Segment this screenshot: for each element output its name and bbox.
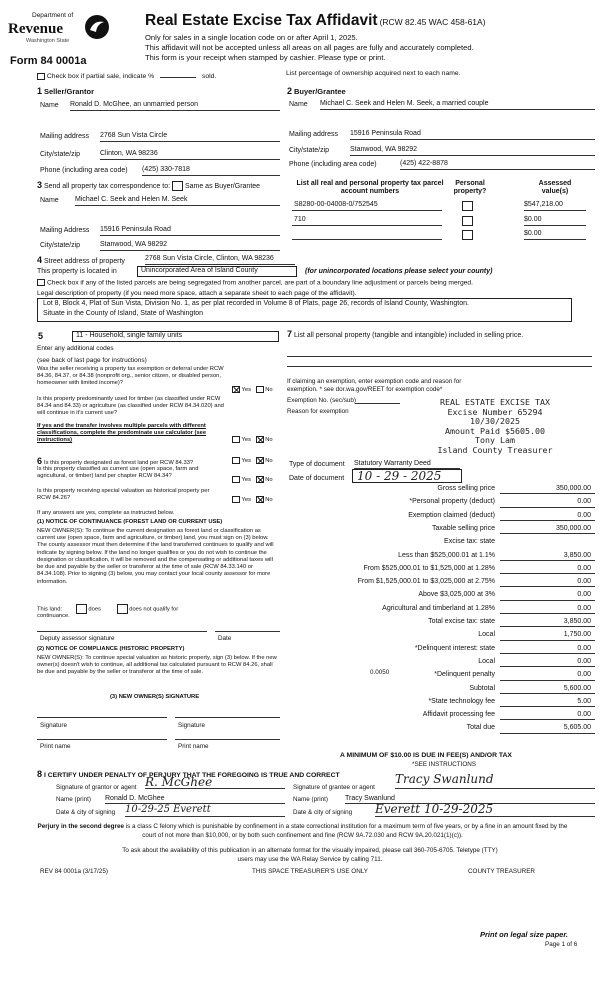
notice2-title: (2) NOTICE OF COMPLIANCE (HISTORIC PROPERTY) xyxy=(37,646,185,652)
partial-sale-checkbox[interactable] xyxy=(37,73,45,80)
same-as-buyer-label: Same as Buyer/Grantee xyxy=(184,183,261,190)
grantor-signature[interactable]: R. McGhee xyxy=(145,775,285,789)
yes-label: Yes xyxy=(241,497,251,504)
grantor-date-label: Date & city of signing xyxy=(56,809,116,816)
tax-row-value[interactable]: 0.00 xyxy=(500,512,595,521)
owner-print-name-field[interactable] xyxy=(37,736,167,740)
additional-codes-label: Enter any additional codes xyxy=(37,345,114,352)
q2-no-checkbox[interactable] xyxy=(256,436,264,443)
notice2-body: NEW OWNER(S): To continue special valuation as historic property, sign (3) below. If the new owner(s) doesn't wish to continue, all additional tax calculated pursuant to RCW 84.26, shall be due and payable by the seller or transferor at the time of sale. xyxy=(37,655,277,676)
parcels-col3-header: Assessed value(s) xyxy=(538,180,572,196)
section7-num: 7 xyxy=(287,329,293,339)
tax-row xyxy=(285,525,595,535)
stamp-line3: 10/30/2025 xyxy=(470,416,520,427)
located-note: (for unincorporated locations please select your county) xyxy=(305,268,493,275)
legal-line1: Lot 8, Block 4, Plat of Sun Vista, Division No. 1, as per plat recorded in Volume 8 of Plats, page 26, records of Island County, Washington. xyxy=(43,300,469,307)
tax-row-label: *Personal property (deduct) xyxy=(409,498,495,506)
parcels-col2-header: Personal property? xyxy=(453,180,487,196)
personal-property-line[interactable] xyxy=(287,363,592,367)
legal-label: Legal description of property (if you need more space, attach a separate sheet to each page of the affidavit). xyxy=(37,290,357,297)
no-label: No xyxy=(265,437,273,444)
seller-num: 1 xyxy=(37,86,43,96)
tax-row-value[interactable]: 5,605.00 xyxy=(500,724,595,733)
tax-row-label: From $1,525,000.01 to $3,025,000 at 2.75% xyxy=(357,578,495,586)
seller-phone-label: Phone (including area code) xyxy=(40,167,128,174)
tax-row-value[interactable]: 0.00 xyxy=(500,578,595,587)
tax-row-value[interactable]: 5,600.00 xyxy=(500,685,595,694)
tax-row xyxy=(285,724,595,734)
section6-q2: Is this property classified as current use (open space, farm and agricultural, or timber) land per chapter RCW 84.34? xyxy=(37,466,199,480)
tax-row-label: Total excise tax: state xyxy=(428,618,495,625)
stamp-line1: REAL ESTATE EXCISE TAX xyxy=(440,397,550,407)
tax-row xyxy=(285,631,595,641)
q-timber: Is this property predominantly used for timber (as classified under RCW 84.34 and 84.33) or agriculture (as classified under RCW 84.34.020) and will continue in it's current use? xyxy=(37,396,224,417)
yes-label: Yes xyxy=(241,458,251,465)
tax-row-label: Agricultural and timberland at 1.28% xyxy=(382,604,495,612)
tax-row-value[interactable]: 3,850.00 xyxy=(500,552,595,561)
tax-row-value[interactable]: 0.00 xyxy=(500,605,595,614)
tax-row xyxy=(285,591,595,601)
tax-row xyxy=(285,538,595,548)
grantor-date-field[interactable]: 10-29-25 Everett xyxy=(125,804,285,817)
partial-sale-label: Check box if partial sale, indicate % xyxy=(46,73,155,80)
personal-property-checkbox[interactable] xyxy=(462,201,473,211)
treasurer-stamp xyxy=(390,398,600,455)
form-number: Form 84 0001a xyxy=(10,55,87,67)
tax-row-label: Exemption claimed (deduct) xyxy=(408,511,495,519)
tax-row-value[interactable]: 0.00 xyxy=(500,591,595,600)
legal-size-note: Print on legal size paper. xyxy=(480,930,568,939)
buyer-heading xyxy=(287,86,346,97)
personal-property-checkbox[interactable] xyxy=(462,216,473,226)
no-label: No xyxy=(265,387,273,394)
page-number: Page 1 of 6 xyxy=(545,941,578,948)
local-rate: 0.0050 xyxy=(370,669,390,676)
section3-mailing-label: Mailing Address xyxy=(40,227,90,234)
tax-row-label: Local xyxy=(478,657,495,665)
use-code-select[interactable]: 11 - Household, single family units xyxy=(72,331,279,342)
grantor-name-label: Name (print) xyxy=(56,796,91,803)
buyer-phone-field[interactable]: (425) 422-8878 xyxy=(400,160,595,170)
form-title xyxy=(145,12,486,31)
historic-yes-checkbox[interactable] xyxy=(232,496,240,503)
does-label: does xyxy=(88,606,101,613)
reason-label: Reason for exemption xyxy=(287,408,349,415)
section3-name-field[interactable]: Michael C. Seek and Helen M. Seek xyxy=(75,196,280,206)
title-main: Real Estate Excise Tax Affidavit xyxy=(145,12,378,29)
legal-line2: Situate in the County of Island, State of Washington xyxy=(43,310,204,318)
partial-sale-percent-field[interactable] xyxy=(160,70,196,78)
signature-label: Signature xyxy=(40,722,67,729)
tax-row-value[interactable]: 350,000.00 xyxy=(500,485,595,494)
section6-num: 6 xyxy=(37,456,43,466)
header-note2: This affidavit will not be accepted unless all areas on all pages are fully and accurately completed. xyxy=(145,43,474,52)
tax-row-label: Total due xyxy=(466,724,495,732)
seller-mailing-label: Mailing address xyxy=(40,133,90,140)
tax-row xyxy=(285,485,595,495)
doc-date-field[interactable]: 10 - 29 - 2025 xyxy=(352,469,462,483)
seller-name-field[interactable]: Ronald D. McGhee, an unmarried person xyxy=(70,101,280,111)
buyer-heading-text: Buyer/Grantee xyxy=(293,87,346,96)
tax-row-value[interactable]: 1,750.00 xyxy=(500,631,595,640)
does-qualify-checkbox[interactable] xyxy=(76,604,87,614)
section3-city-field[interactable]: Stanwood, WA 98292 xyxy=(100,241,280,251)
q2-answers xyxy=(232,436,273,444)
parcel-row xyxy=(292,201,595,213)
rev-label: REV 84 0001a (3/17/25) xyxy=(40,868,108,875)
section4-num: 4 xyxy=(37,255,43,265)
forest-yes-checkbox[interactable] xyxy=(232,457,240,464)
perjury-text: is a class C felony which is punishable by confinement in a state correctional institution for a maximum term of five years, or by a fine in an amount fixed by the court of not more than $10,000, or by both such confinement and fine (RCW 9A.72.030 and RCW 9A.20.021(1)(c)). xyxy=(125,823,568,839)
located-label: This property is located in xyxy=(37,268,117,275)
seller-name-label: Name xyxy=(40,102,59,109)
dor-logo xyxy=(8,12,128,52)
tax-row xyxy=(285,578,595,588)
buyer-mailing-label: Mailing address xyxy=(289,131,339,138)
deputy-label: Deputy assessor signature xyxy=(40,635,115,642)
parcel-number-field[interactable]: S8280-00-04008-0/752545 xyxy=(292,201,442,211)
street-label: Street address of property xyxy=(43,258,125,265)
header-note1: Only for sales in a single location code on or after April 1, 2025. xyxy=(145,33,358,42)
partial-sale-sold: sold. xyxy=(201,73,217,80)
assessed-value-field[interactable]: $0.00 xyxy=(524,230,586,240)
tax-row xyxy=(285,498,595,508)
section5-num: 5 xyxy=(38,331,44,341)
buyer-name-field[interactable]: Michael C. Seek and Helen M. Seek, a married couple xyxy=(320,100,595,110)
stamp-line6: Island County Treasurer xyxy=(437,444,553,455)
dept-line1: Department of xyxy=(32,12,74,19)
q-multi-parcel: If yes and the transfer involves multiple parcels with different classifications, complete the predominate use calculator (see instructions) xyxy=(37,423,207,444)
segregated-label: Check box if any of the listed parcels are being segregated from another parcel, are part of a boundary line adjustment or parcels being merged. xyxy=(46,279,473,287)
county-treasurer-label: COUNTY TREASURER xyxy=(468,868,535,875)
owner-print-name-field[interactable] xyxy=(175,736,280,740)
continuance-label: continuance. xyxy=(37,613,70,619)
tax-row-label: *Delinquent interest: state xyxy=(414,644,495,652)
buyer-mailing-field[interactable]: 15916 Peninsula Road xyxy=(350,130,595,140)
seller-heading-text: Seller/Grantor xyxy=(43,87,94,96)
deputy-date-field[interactable] xyxy=(215,628,280,632)
doc-date-label: Date of document xyxy=(289,475,345,482)
current-use-no-checkbox[interactable] xyxy=(256,476,264,483)
tax-row-value[interactable]: 0.00 xyxy=(500,498,595,507)
assessed-value-field[interactable]: $547,218.00 xyxy=(524,201,586,211)
does-not-qualify-checkbox[interactable] xyxy=(117,604,128,614)
personal-property-checkbox[interactable] xyxy=(462,230,473,240)
doc-type-label: Type of document xyxy=(289,461,345,468)
yes-label: Yes xyxy=(241,437,251,444)
treasurer-use-label: THIS SPACE TREASURER'S USE ONLY xyxy=(252,868,368,875)
notice1-title: (1) NOTICE OF CONTINUANCE (FOREST LAND OR CURRENT USE) xyxy=(37,519,223,525)
section7-text: List all personal property (tangible and intangible) included in selling price. xyxy=(293,332,524,339)
current-use-yes-checkbox[interactable] xyxy=(232,476,240,483)
section6-q2-answers xyxy=(232,476,273,484)
grantee-date-field[interactable]: Everett 10-29-2025 xyxy=(375,802,595,817)
assessed-value-field[interactable]: $0.00 xyxy=(524,216,586,226)
segregated-checkbox[interactable] xyxy=(37,279,45,286)
certify-text: I CERTIFY UNDER PENALTY OF PERJURY THAT THE FOREGOING IS TRUE AND CORRECT xyxy=(43,772,340,779)
section6-q3: Is this property receiving special valuation as historical property per RCW 84.26? xyxy=(37,488,210,502)
perjury-note xyxy=(30,823,575,840)
partial-sale-row xyxy=(37,70,287,80)
seller-mailing-field[interactable]: 2768 Sun Vista Circle xyxy=(100,132,280,142)
no-label: No xyxy=(265,458,273,465)
buyer-city-label: City/state/zip xyxy=(289,147,330,154)
owner-signature-field[interactable] xyxy=(175,712,280,718)
tax-row-label: *Delinquent penalty xyxy=(434,671,495,679)
tax-row-value[interactable]: 0.00 xyxy=(500,658,595,667)
dept-logo-text: Revenue xyxy=(8,21,63,37)
print-name-label: Print name xyxy=(40,743,71,750)
parcel-number-field[interactable] xyxy=(292,230,442,240)
q2-yes-checkbox[interactable] xyxy=(232,436,240,443)
located-select[interactable]: Unincorporated Area of Island County xyxy=(137,266,297,277)
tax-row xyxy=(285,671,595,681)
dept-line2: Washington State xyxy=(26,38,70,44)
tax-row xyxy=(285,565,595,575)
notice1-body: NEW OWNER(S): To continue the current designation as forest land or classification as current use (open space, farm and agriculture, or timber) land, you must sign on (3) below. The county assessor must then determine if the land transferred continues to qualify and will indicate by signing below. If the land no longer qualifies or you do not wish to continue the designation or classification, it will be removed and the compensating or additional taxes will be due and payable by the seller or transferor at the time of sale (RCW 84.33.140 or 84.34.108). Prior to signing (3) below, you may contact your local county assessor for more information. xyxy=(37,528,274,585)
same-as-buyer-checkbox[interactable] xyxy=(172,181,183,191)
tax-row xyxy=(285,645,595,655)
tax-row xyxy=(285,685,595,695)
tax-row xyxy=(285,698,595,708)
q1-yes-checkbox[interactable] xyxy=(232,386,240,393)
parcel-row xyxy=(292,230,595,242)
land-label: This land: xyxy=(37,606,63,613)
yes-label: Yes xyxy=(241,477,251,484)
seller-city-label: City/state/zip xyxy=(40,151,81,158)
section7-row xyxy=(287,329,587,340)
tax-row-value[interactable]: 350,000.00 xyxy=(500,525,595,534)
tax-row-value[interactable]: 3,850.00 xyxy=(500,618,595,627)
section8-num: 8 xyxy=(37,769,43,779)
no-label: No xyxy=(265,497,273,504)
if-yes-note: If any answers are yes, complete as instructed below. xyxy=(37,510,175,516)
historic-no-checkbox[interactable] xyxy=(256,496,264,503)
section6-q1: Is this property designated as forest land per RCW 84.33? xyxy=(43,460,194,466)
tax-row-value[interactable]: 0.00 xyxy=(500,711,595,720)
revenue-swirl-icon xyxy=(84,14,110,40)
segregated-row xyxy=(37,279,597,288)
buyer-city-field[interactable]: Stanwood, WA 98292 xyxy=(350,146,595,156)
q1-no-checkbox[interactable] xyxy=(256,386,264,393)
tax-row-label: Gross selling price xyxy=(437,485,495,492)
section3-name-label: Name xyxy=(40,197,59,204)
section3-city-label: City/state/zip xyxy=(40,242,81,249)
seller-city-field[interactable]: Clinton, WA 98236 xyxy=(100,150,280,160)
tax-row xyxy=(285,512,595,522)
street-field[interactable]: 2768 Sun Vista Circle, Clinton, WA 98236 xyxy=(145,255,295,265)
does-not-label: does not qualify for xyxy=(129,606,179,613)
parcels-col1-header: List all real and personal property tax parcel account numbers xyxy=(296,180,444,196)
deputy-signature-field[interactable] xyxy=(37,628,207,632)
section6-q1-answers xyxy=(232,457,273,465)
tax-row-label: Subtotal xyxy=(469,684,495,692)
tax-row-label: Taxable selling price xyxy=(431,524,495,532)
header-note3: This form is your receipt when stamped by cashier. Please type or print. xyxy=(145,53,386,62)
grantee-name-label: Name (print) xyxy=(293,796,328,803)
buyer-name-label: Name xyxy=(289,101,308,108)
ownership-note: List percentage of ownership acquired next to each name. xyxy=(286,70,461,77)
tax-row xyxy=(285,618,595,628)
tax-row xyxy=(285,658,595,668)
tax-row-value[interactable]: 0.00 xyxy=(500,565,595,574)
notice3-title: (3) NEW OWNER(S) SIGNATURE xyxy=(110,694,200,700)
tax-row-label: *State technology fee xyxy=(428,697,495,705)
buyer-num: 2 xyxy=(287,86,293,96)
tax-row-label: Above $3,025,000 at 3% xyxy=(418,591,495,599)
grantee-name-field[interactable]: Tracy Swanlund xyxy=(345,795,595,804)
tax-row-label: Excise tax: state xyxy=(444,538,495,546)
q-exemption: Was the seller receiving a property tax exemption or deferral under RCW 84.36, 84.37, or 84.38 (nonprofit org., senior citizen, or disabled person, homeowner with limited income)? xyxy=(37,366,224,387)
no-label: No xyxy=(265,477,273,484)
stamp-line4: Amount Paid $5605.00 xyxy=(445,425,545,436)
title-ref: (RCW 82.45 WAC 458-61A) xyxy=(379,17,486,27)
section3-row xyxy=(37,180,260,191)
tax-row xyxy=(285,552,595,562)
section3-mailing-field[interactable]: 15916 Peninsula Road xyxy=(100,226,280,236)
tax-row-value[interactable]: 0.00 xyxy=(500,645,595,654)
signature-label: Signature xyxy=(178,722,205,729)
tax-row-label: Local xyxy=(478,631,495,639)
exemption-note: If claiming an exemption, enter exemption code and reason for exemption. * see dor.wa.gov/REET for exemption code* xyxy=(287,378,462,393)
parcel-row xyxy=(292,216,595,228)
personal-property-line[interactable] xyxy=(287,353,592,357)
doc-type-field[interactable]: Statutory Warranty Deed xyxy=(354,460,460,469)
grantee-signature[interactable]: Tracy Swanlund xyxy=(395,772,595,789)
section4-street-row xyxy=(37,255,125,266)
print-name-label: Print name xyxy=(178,743,209,750)
owner-signature-field[interactable] xyxy=(37,712,167,718)
stamp-line5: Tony Lam xyxy=(475,435,515,446)
deputy-date-label: Date xyxy=(218,635,232,642)
accessibility-note: To ask about the availability of this publication in an alternate format for the visually impaired, please call 360-705-6705. Teletype (TTY) users may use the WA Relay Service by calling 711. xyxy=(122,847,498,863)
grantor-sig-label: Signature of grantor or agent xyxy=(56,784,137,791)
seller-phone-field[interactable]: (425) 330-7818 xyxy=(142,166,280,176)
stamp-line2: Excise Number 65294 xyxy=(447,406,543,417)
minimum-note: A MINIMUM OF $10.00 IS DUE IN FEE(S) AND/OR TAX xyxy=(340,752,512,759)
section3-num: 3 xyxy=(37,180,43,190)
grantor-name-field[interactable]: Ronald D. McGhee xyxy=(105,795,285,804)
parcel-number-field[interactable]: 710 xyxy=(292,216,442,226)
see-back-label: (see back of last page for instructions) xyxy=(37,357,147,364)
tax-row xyxy=(285,605,595,615)
tax-row xyxy=(285,711,595,721)
perjury-bold: Perjury in the second degree xyxy=(37,823,124,830)
tax-row-value[interactable]: 0.00 xyxy=(500,671,595,680)
section6-q3-answers xyxy=(232,496,273,504)
grantee-sig-label: Signature of grantee or agent xyxy=(293,784,375,791)
exemption-no-label: Exemption No. (sec/sub) xyxy=(287,397,356,404)
tax-row-label: Less than $525,000.01 at 1.1% xyxy=(398,551,495,559)
grantee-date-label: Date & city of signing xyxy=(293,809,353,816)
section3-label: Send all property tax correspondence to: xyxy=(43,183,171,190)
buyer-phone-label: Phone (including area code) xyxy=(289,161,377,168)
forest-no-checkbox[interactable] xyxy=(256,457,264,464)
tax-row-value[interactable]: 5.00 xyxy=(500,698,595,707)
see-instructions: *SEE INSTRUCTIONS xyxy=(412,761,477,768)
yes-label: Yes xyxy=(241,387,251,394)
tax-row-label: Affidavit processing fee xyxy=(422,711,495,719)
q1-answers xyxy=(232,386,273,394)
tax-row-label: From $525,000.01 to $1,525,000 at 1.28% xyxy=(363,564,495,572)
legal-description-field[interactable] xyxy=(37,298,572,322)
seller-heading xyxy=(37,86,94,97)
